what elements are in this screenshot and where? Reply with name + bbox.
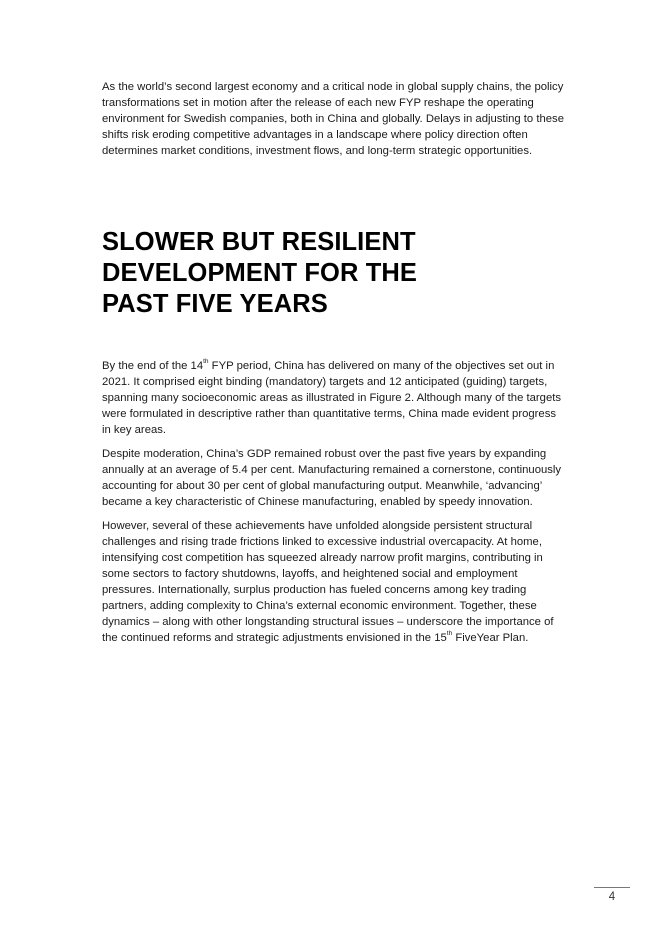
body-paragraph-3-text-b: FiveYear Plan.: [452, 631, 529, 644]
body-paragraph-1: [102, 359, 564, 439]
ordinal-suffix: th: [203, 358, 209, 366]
section-heading-line-2: DEVELOPMENT FOR THE: [102, 259, 417, 287]
body-paragraph-2: Despite moderation, China’s GDP remained robust over the past five years by expanding annually at an average of 5.4 per cent. Manufacturing remained a cornerstone, continuously accounting for about 30 per cent of global manufacturing output. Meanwhile, ‘advancing’ became a key characteristic of Chinese manufacturing, enabled by speedy innovation.: [102, 448, 562, 508]
intro-paragraph: As the world’s second largest economy and a critical node in global supply chains, the policy transformations set in motion after the release of each new FYP reshape the operating environment for Swedish companies, both in China and globally. Delays in adjusting to these shifts risk eroding competitive advantages in a landscape where policy direction often determines market conditions, investment flows, and long-term strategic opportunities.: [102, 81, 564, 157]
section-heading-line-1: SLOWER BUT RESILIENT: [102, 228, 416, 256]
body-paragraph-1-text-a: By the end of the 14: [102, 360, 204, 372]
footer-divider: [594, 887, 630, 888]
section-heading-line-3: PAST FIVE YEARS: [102, 290, 328, 318]
section-body: [102, 359, 564, 655]
body-paragraph-3: [102, 519, 564, 646]
page-number: 4: [608, 891, 616, 903]
body-paragraph-3-text-a: However, several of these achievements have unfolded alongside persistent structural challenges and rising trade frictions linked to excessive industrial overcapacity. At home, intensifying cost competition has squeezed already narrow profit margins, contributing in some sectors to factory shutdowns, layoffs, and heightened social and employment pressures. Internationally, surplus production has fueled concerns among key trading partners, adding complexity to China’s external economic environment. Together, these dynamics – along with other longstanding structural issues – underscore the importance of the continued reforms and strategic adjustments envisioned in the 15: [102, 520, 554, 644]
section-heading: [102, 227, 562, 320]
ordinal-suffix: th: [446, 629, 453, 637]
body-paragraph-1-text-b: FYP period, China has delivered on many of the objectives set out in 2021. It comprised eight binding (mandatory) targets and 12 anticipated (guiding) targets, spanning many socioeconomic areas as illustrated in Figure 2. Although many of the targets were formulated in descriptive rather than quantitative terms, China made evident progress in key areas.: [102, 360, 562, 436]
